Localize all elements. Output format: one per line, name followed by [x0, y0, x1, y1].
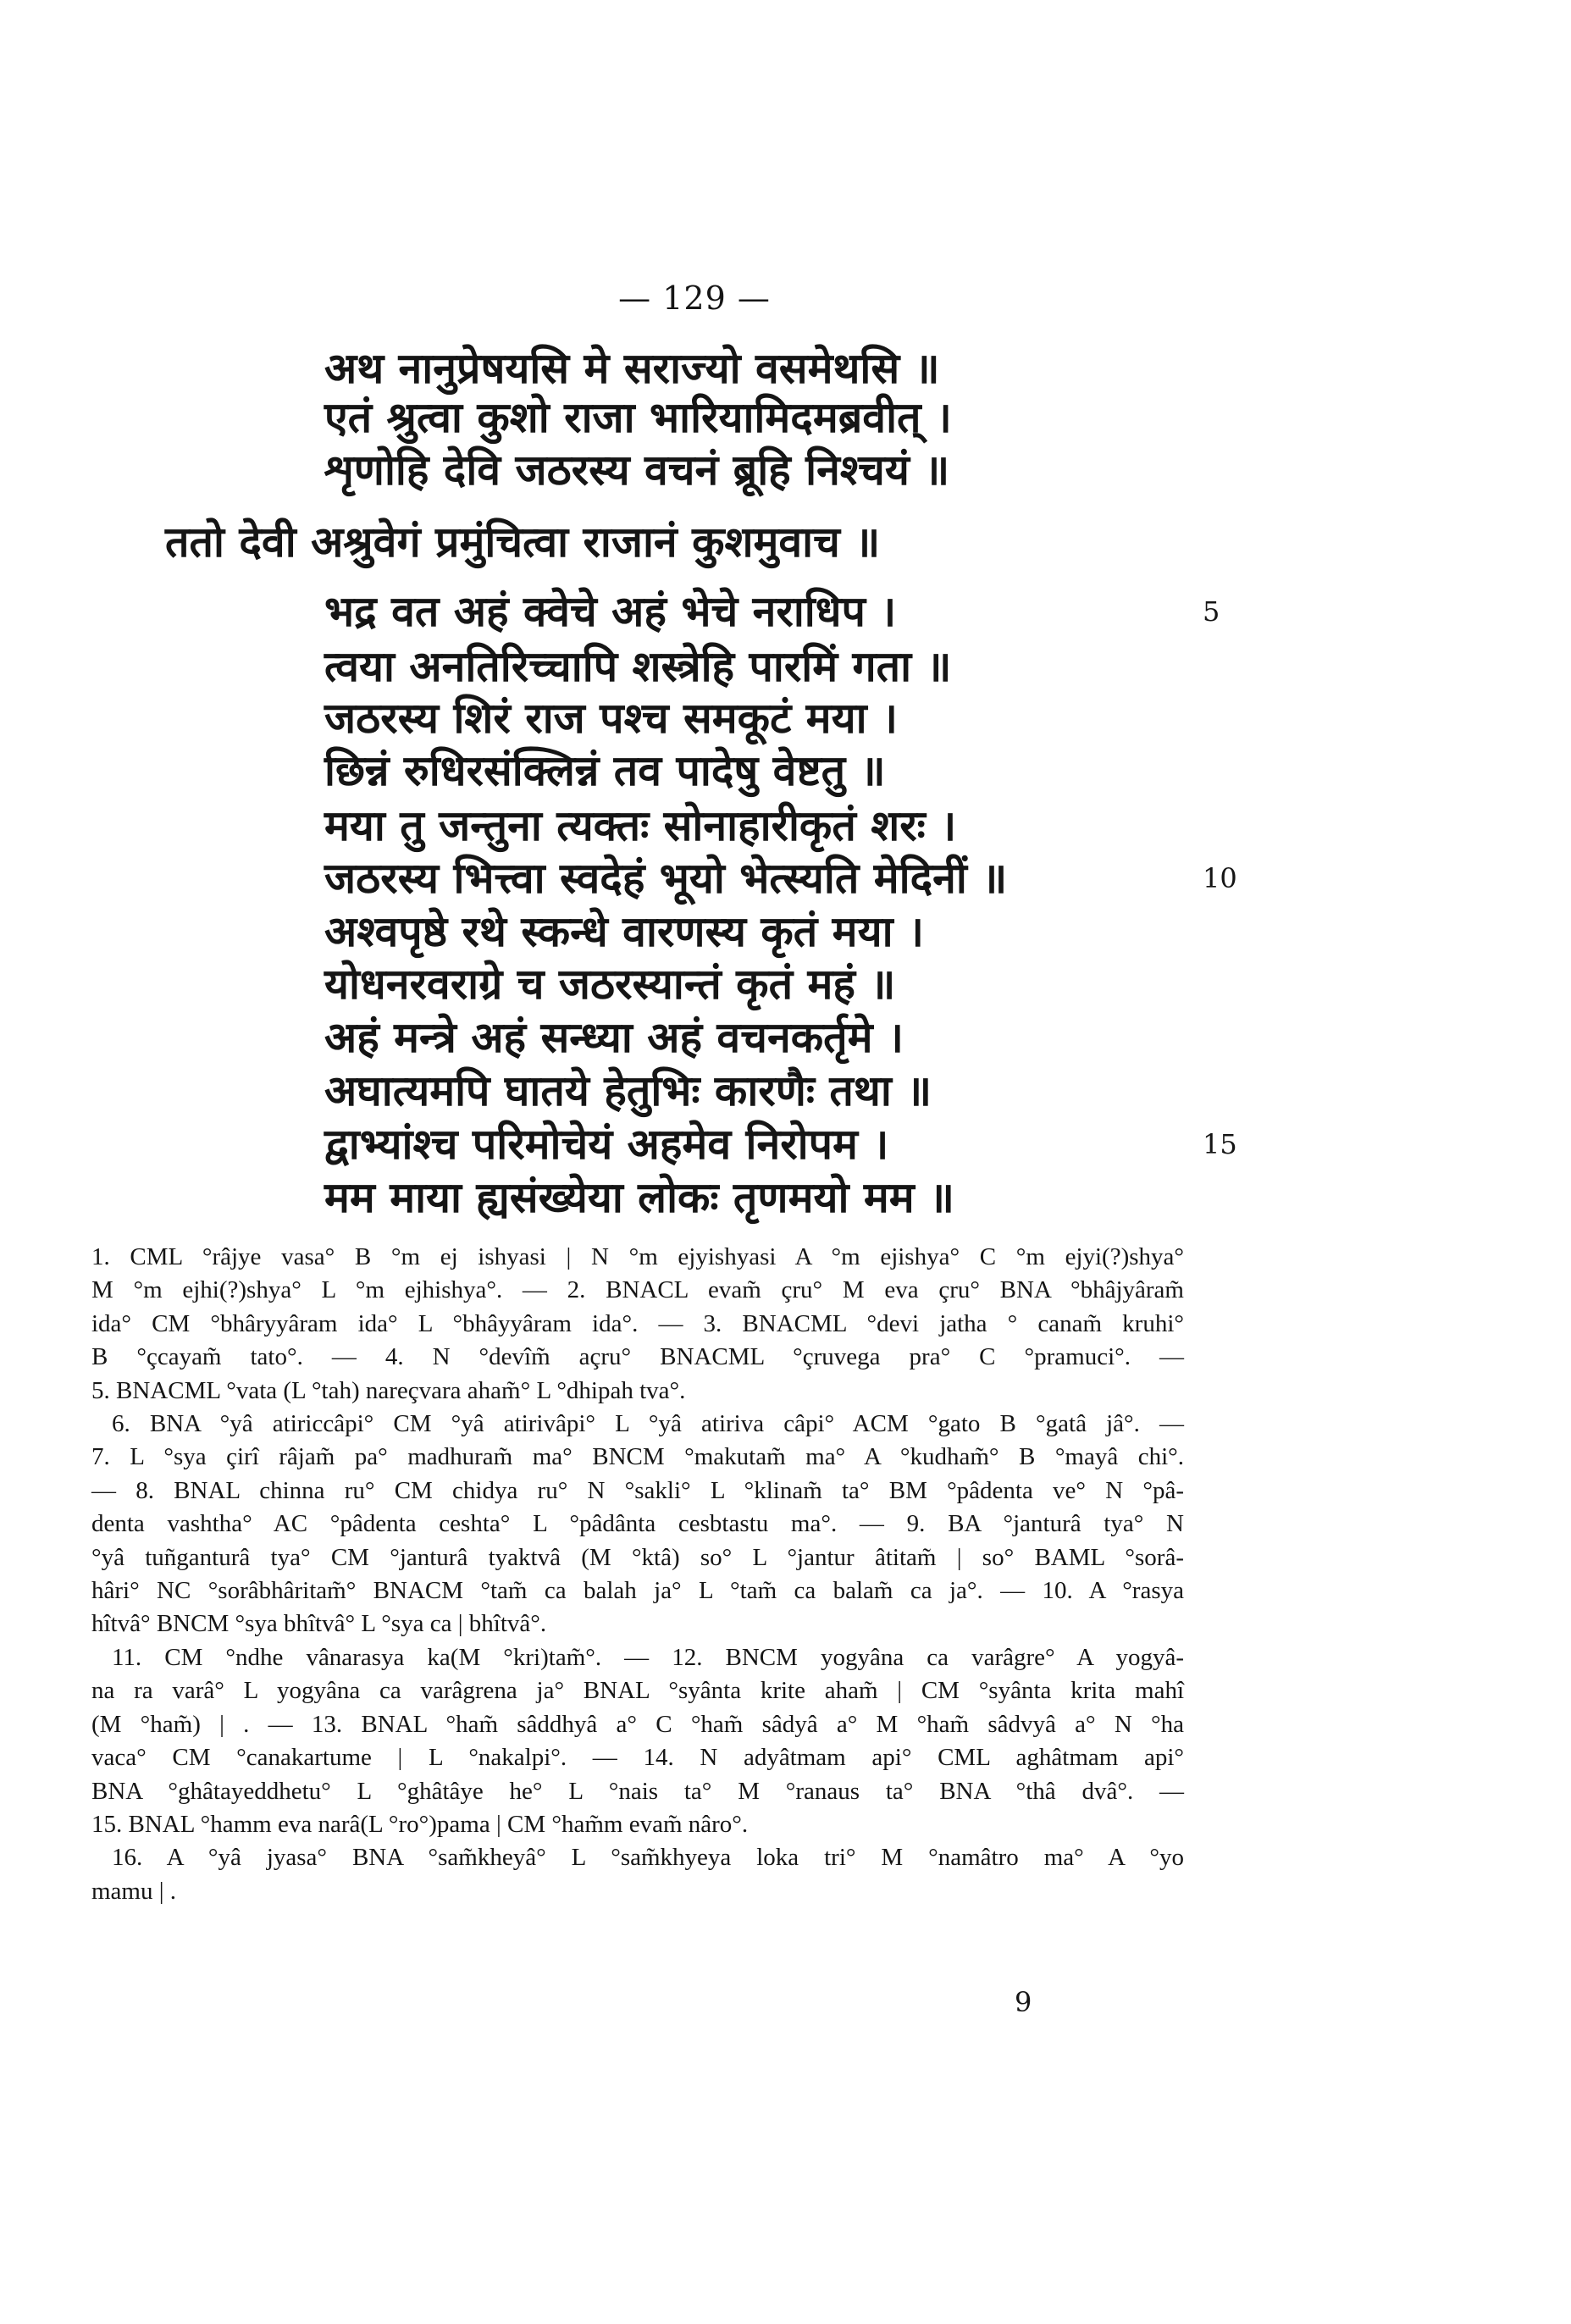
verse-line-number: 5	[1203, 595, 1220, 628]
verse-line: छिन्नं रुधिरसंक्लिन्नं तव पादेषु वेष्टतु ॥	[324, 746, 886, 795]
footnote-line: M °m ejhi(?)shya° L °m ejhishya°. — 2. BNACL evam̃ çru° M eva çru° BNA °bhâjyâram̃	[91, 1276, 1184, 1304]
footnote-line: 7. L °sya çirî râjam̃ pa° madhuram̃ ma° BNCM °makutam̃ ma° A °kudham̃° B °mayâ chi°.	[91, 1443, 1184, 1471]
footnote-paragraph	[91, 1641, 1184, 1841]
signature-mark: 9	[1015, 1986, 1032, 2018]
footnote-line: B °çcayam̃ tato°. — 4. N °devîm̃ açru° BNACML °çruvega pra° C °pramuci°. —	[91, 1343, 1184, 1371]
verse-line: भद्र वत अहं क्वेचे अहं भेचे नराधिप ।	[324, 587, 897, 636]
footnote-line: 16. A °yâ jyasa° BNA °sam̃kheyâ° L °sam̃khyeya loka tri° M °namâtro ma° A °yo	[112, 1844, 1184, 1872]
footnote-paragraph	[91, 1841, 1184, 1908]
footnote-paragraph	[91, 1241, 1184, 1408]
verse-line: ततो देवी अश्रुवेगं प्रमुंचित्वा राजानं कुशमुवाच ॥	[165, 517, 881, 567]
verse-line: त्वया अनतिरिच्चापि शस्त्रेहि पारमिं गता ॥	[324, 642, 952, 691]
verse-line: मम माया ह्यसंख्येया लोकः तृणमयो मम ॥	[324, 1173, 954, 1222]
page-number: — 129 —	[618, 279, 771, 317]
footnote-line: hîtvâ° BNCM °sya bhîtvâ° L °sya ca | bhîtvâ°.	[91, 1610, 547, 1638]
footnote-line: denta vashtha° AC °pâdenta ceshta° L °pâdânta cesbtastu ma°. — 9. BA °janturâ tya° N	[91, 1510, 1184, 1538]
footnote-line: 6. BNA °yâ atiriccâpi° CM °yâ atirivâpi° L °yâ atiriva câpi° ACM °gato B °gatâ jâ°. —	[112, 1410, 1184, 1438]
verse-line: शृणोहि देवि जठरस्य वचनं ब्रूहि निश्चयं ॥	[324, 445, 950, 495]
footnote-line: mamu | .	[91, 1877, 177, 1905]
verse-line: जठरस्य भित्त्वा स्वदेहं भूयो भेत्स्यति मेदिनीं ॥	[324, 854, 1008, 903]
verse-line: द्वाभ्यांश्च परिमोचेयं अहमेव निरोपम ।	[324, 1120, 889, 1169]
footnote-line: vaca° CM °canakartume | L °nakalpi°. — 14. N adyâtmam api° CML aghâtmam api°	[91, 1744, 1184, 1772]
footnote-line: (M °ham̃) | . — 13. BNAL °ham̃ sâddhyâ a° C °ham̃ sâdyâ a° M °ham̃ sâdvyâ a° N °ha	[91, 1710, 1184, 1738]
verse-line-number: 10	[1203, 862, 1237, 894]
footnote-line: 11. CM °ndhe vânarasya ka(M °kri)tam̃°. — 12. BNCM yogyâna ca varâgre° A yogyâ-	[112, 1643, 1184, 1671]
footnote-line: BNA °ghâtayeddhetu° L °ghâtâye he° L °nais ta° M °ranaus ta° BNA °thâ dvâ°. —	[91, 1777, 1184, 1805]
verse-line-number: 15	[1203, 1128, 1237, 1160]
footnote-line: 15. BNAL °hamm eva narâ(L °ro°)pama | CM °ham̃m evam̃ nâro°.	[91, 1810, 749, 1838]
footnote-line: 5. BNACML °vata (L °tah) nareçvara aham̃° L °dhipah tva°.	[91, 1376, 686, 1404]
verse-line: अघात्यमपि घातये हेतुभिः कारणैः तथा ॥	[324, 1066, 932, 1115]
footnote-line: ida° CM °bhâryyâram ida° L °bhâyyâram ida°. — 3. BNACML °devi jatha ° canam̃ kruhi°	[91, 1309, 1184, 1337]
verse-line: योधनरवराग्रे च जठरस्यान्तं कृतं महं ॥	[324, 960, 896, 1009]
verse-line: अश्वपृष्ठे रथे स्कन्धे वारणस्य कृतं मया ।	[324, 907, 924, 956]
verse-line: अहं मन्त्रे अहं सन्ध्या अहं वचनकर्तृमे ।	[324, 1013, 904, 1062]
verse-line: अथ नानुप्रेषयसि मे सराज्यो वसमेथसि ॥	[324, 344, 940, 393]
verse-line: एतं श्रुत्वा कुशो राजा भारियामिदमब्रवीत् ।	[324, 393, 952, 442]
footnote-line: — 8. BNAL chinna ru° CM chidya ru° N °sakli° L °klinam̃ ta° BM °pâdenta ve° N °pâ-	[91, 1476, 1184, 1504]
footnote-line: °yâ tuñganturâ tya° CM °janturâ tyaktvâ (M °ktâ) so° L °jantur âtitam̃ | so° BAML °sorâ-	[91, 1543, 1184, 1571]
verse-line: जठरस्य शिरं राज पश्च समकूटं मया ।	[324, 694, 898, 743]
footnote-line: na ra varâ° L yogyâna ca varâgrena ja° BNAL °syânta krite aham̃ | CM °syânta krita mahî	[91, 1677, 1184, 1705]
footnote-line: hâri° NC °sorâbhâritam̃° BNACM °tam̃ ca balah ja° L °tam̃ ca balam̃ ca ja°. — 10. A °rasya	[91, 1577, 1184, 1605]
footnote-line: 1. CML °râjye vasa° B °m ej ishyasi | N °m ejyishyasi A °m ejishya° C °m ejyi(?)shya°	[91, 1243, 1184, 1270]
verse-line: मया तु जन्तुना त्यक्तः सोनाहारीकृतं शरः ।	[324, 801, 957, 850]
footnotes	[91, 1241, 1184, 1908]
footnote-paragraph	[91, 1408, 1184, 1641]
